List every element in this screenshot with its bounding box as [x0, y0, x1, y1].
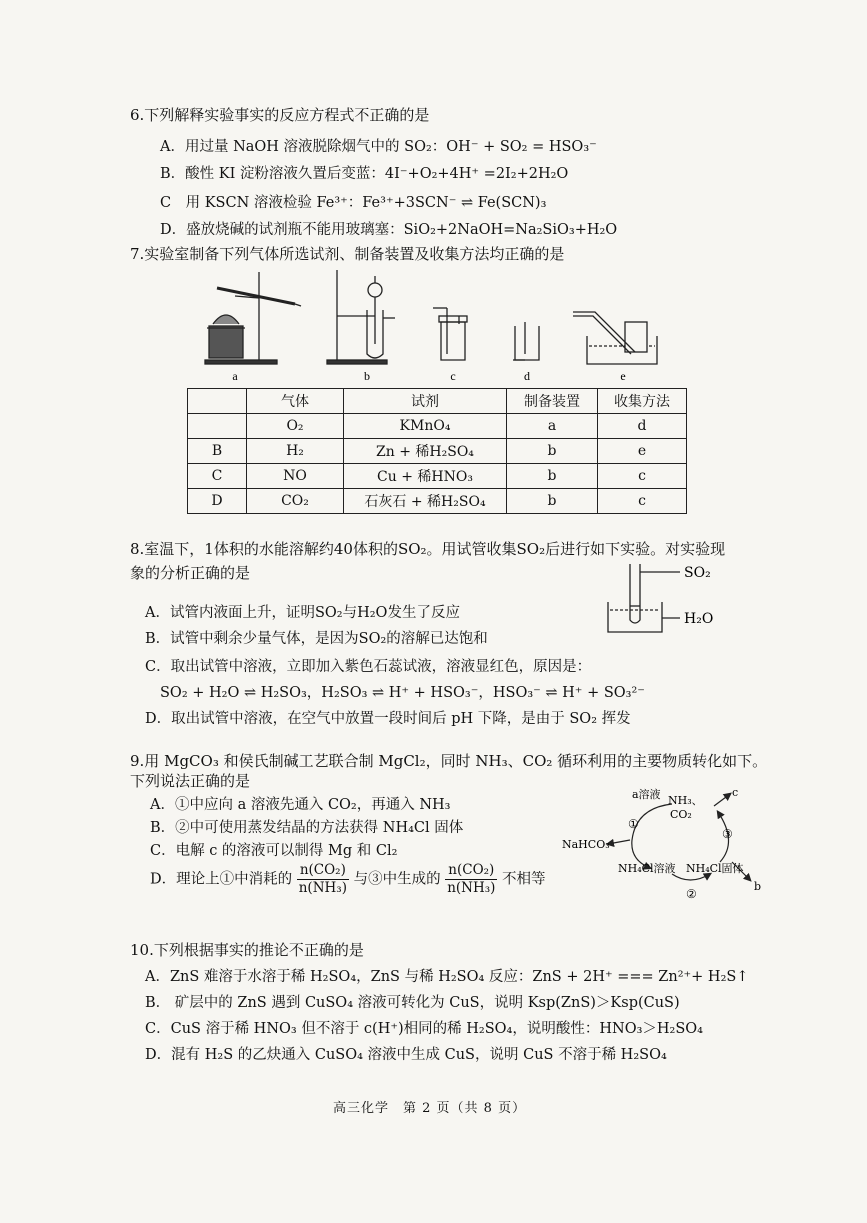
label-nh4cl-solution: NH₄Cl溶液 [618, 862, 676, 875]
table-cell: c [598, 464, 687, 489]
table-cell: c [598, 489, 687, 514]
table-row [188, 414, 687, 439]
apparatus-label-c: c [450, 369, 456, 383]
table-cell: KMnO₄ [344, 414, 507, 439]
q6-option-b: B．酸性 KI 淀粉溶液久置后变蓝：4I⁻+O₂+4H⁺ =2I₂+2H₂O [160, 166, 569, 182]
label-h2o: H₂O [684, 611, 714, 627]
table-header-cell: 气体 [247, 389, 344, 414]
q9-stem-line2: 下列说法正确的是 [130, 772, 251, 790]
apparatus-d [513, 322, 539, 360]
table-cell [188, 414, 247, 439]
table-cell: C [188, 464, 247, 489]
table-cell: b [507, 464, 598, 489]
q6-option-d: D．盛放烧碱的试剂瓶不能用玻璃塞：SiO₂+2NaOH=Na₂SiO₃+H₂O [160, 222, 618, 238]
ratio-fraction [445, 862, 497, 897]
q9-option-d [150, 862, 546, 897]
q8-stem-line2: 象的分析正确的是 [130, 564, 251, 582]
label-b: b [754, 880, 762, 893]
q9-option-d-prefix: D．理论上①中消耗的 [150, 871, 293, 888]
fraction-numerator: n(CO₂) [297, 862, 349, 880]
label-co2: CO₂ [670, 808, 692, 821]
table-cell: CO₂ [247, 489, 344, 514]
table-row [188, 489, 687, 514]
label-nh4cl-solid: NH₄Cl固体 [686, 862, 744, 875]
q8-equilibrium-equations: SO₂ + H₂O ⇌ H₂SO₃，H₂SO₃ ⇌ H⁺ + HSO₃⁻，HSO₃⁻ ⇌ H⁺ + SO₃²⁻ [160, 685, 645, 701]
q9-option-d-suffix: 不相等 [502, 871, 546, 888]
q9-option-a: A．①中应向 a 溶液先通入 CO₂，再通入 NH₃ [150, 797, 451, 813]
label-nh3: NH₃、 [668, 794, 703, 807]
fraction-numerator: n(CO₂) [445, 862, 497, 880]
page-footer: 高三化学 第 2 页（共 8 页） [333, 1101, 527, 1116]
table-cell: d [598, 414, 687, 439]
step-3-label: ③ [722, 827, 733, 841]
table-cell: Cu + 稀HNO₃ [344, 464, 507, 489]
q6-option-c: C 用 KSCN 溶液检验 Fe³⁺：Fe³⁺+3SCN⁻ ⇌ Fe(SCN)₃ [160, 195, 547, 211]
q8-option-b: B．试管中剩余少量气体，是因为SO₂的溶解已达饱和 [145, 631, 488, 647]
q7-stem: 7.实验室制备下列气体所选试剂、制备装置及收集方法均正确的是 [130, 245, 565, 263]
label-nahco3: NaHCO₃ [562, 838, 610, 851]
table-cell: b [507, 439, 598, 464]
table-cell: b [507, 489, 598, 514]
q6-option-a: A．用过量 NaOH 溶液脱除烟气中的 SO₂：OH⁻ + SO₂ = HSO₃⁻ [160, 139, 597, 155]
q10-option-b: B． 矿层中的 ZnS 遇到 CuSO₄ 溶液可转化为 CuS，说明 Ksp(ZnS)＞Ksp(CuS) [145, 995, 680, 1011]
q8-option-a: A．试管内液面上升，证明SO₂与H₂O发生了反应 [145, 605, 460, 621]
apparatus-c [433, 308, 467, 360]
q10-option-a: A．ZnS 难溶于水溶于稀 H₂SO₄，ZnS 与稀 H₂SO₄ 反应：ZnS + 2H⁺ === Zn²⁺+ H₂S↑ [145, 969, 749, 985]
step-2-label: ② [686, 887, 697, 901]
apparatus-a [205, 272, 301, 364]
table-header-cell: 试剂 [344, 389, 507, 414]
table-cell: H₂ [247, 439, 344, 464]
table-header-cell: 制备装置 [507, 389, 598, 414]
q9-stem-line1: 9.用 MgCO₃ 和侯氏制碱工艺联合制 MgCl₂，同时 NH₃、CO₂ 循环利用的主要物质转化如下。 [130, 752, 768, 770]
q7-table [187, 388, 687, 514]
table-cell: 石灰石 + 稀H₂SO₄ [344, 489, 507, 514]
label-c: c [732, 786, 739, 799]
step-1-label: ① [628, 817, 639, 831]
apparatus-label-d: d [524, 369, 530, 383]
q9-option-c: C．电解 c 的溶液可以制得 Mg 和 Cl₂ [150, 843, 398, 859]
label-so2: SO₂ [684, 565, 711, 581]
label-a-solution: a溶液 [632, 788, 661, 801]
q8-option-d: D．取出试管中溶液，在空气中放置一段时间后 pH 下降，是由于 SO₂ 挥发 [145, 711, 631, 727]
q9-cycle-diagram [560, 782, 790, 902]
q9-option-b: B．②中可使用蒸发结晶的方法获得 NH₄Cl 固体 [150, 820, 464, 836]
table-cell: D [188, 489, 247, 514]
q8-stem-line1: 8.室温下，1体积的水能溶解约40体积的SO₂。用试管收集SO₂后进行如下实验。对实验现 [130, 540, 726, 558]
table-header-row [188, 389, 687, 414]
apparatus-label-e: e [620, 369, 626, 383]
table-cell: a [507, 414, 598, 439]
apparatus-b [327, 270, 395, 364]
q10-stem: 10.下列根据事实的推论不正确的是 [130, 941, 364, 959]
ratio-fraction [297, 862, 349, 897]
q7-apparatus-figure [195, 266, 675, 384]
table-row [188, 464, 687, 489]
table-cell: O₂ [247, 414, 344, 439]
table-header-cell [188, 389, 247, 414]
table-cell: Zn + 稀H₂SO₄ [344, 439, 507, 464]
table-cell: B [188, 439, 247, 464]
fraction-denominator: n(NH₃) [447, 880, 496, 896]
table-cell: e [598, 439, 687, 464]
apparatus-e [573, 312, 657, 364]
apparatus-label-a: a [232, 369, 238, 383]
apparatus-label-b: b [364, 369, 370, 383]
table-cell: NO [247, 464, 344, 489]
table-header-cell: 收集方法 [598, 389, 687, 414]
q10-option-d: D．混有 H₂S 的乙炔通入 CuSO₄ 溶液中生成 CuS，说明 CuS 不溶于稀 H₂SO₄ [145, 1047, 667, 1063]
q8-test-tube-figure [600, 560, 730, 640]
q8-option-c: C．取出试管中溶液，立即加入紫色石蕊试液，溶液显红色，原因是： [145, 659, 592, 675]
q9-option-d-mid: 与③中生成的 [353, 871, 441, 888]
fraction-denominator: n(NH₃) [298, 880, 347, 896]
q6-stem: 6.下列解释实验事实的反应方程式不正确的是 [130, 106, 430, 124]
table-row [188, 439, 687, 464]
q10-option-c: C．CuS 溶于稀 HNO₃ 但不溶于 c(H⁺)相同的稀 H₂SO₄，说明酸性：HNO₃＞H₂SO₄ [145, 1021, 703, 1037]
